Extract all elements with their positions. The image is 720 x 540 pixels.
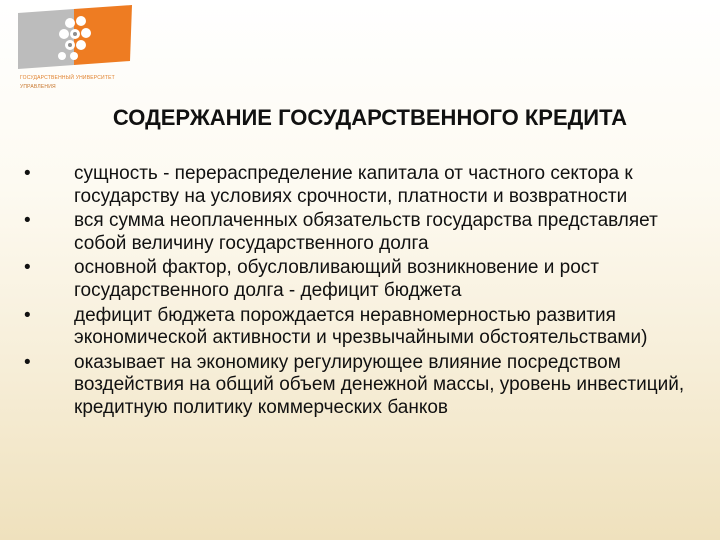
bullet-item: [24, 163, 704, 208]
bullet-icon: •: [24, 210, 31, 232]
bullet-item: [24, 305, 704, 350]
university-logo-icon: [18, 5, 138, 73]
slide-title: СОДЕРЖАНИЕ ГОСУДАРСТВЕННОГО КРЕДИТА: [112, 105, 628, 130]
bullet-icon: •: [24, 351, 31, 373]
bullet-text: основной фактор, обусловливающий возникновение и рост государственного долга - дефицит бюджета: [74, 257, 600, 301]
bullet-text: сущность - перераспределение капитала от частного сектора к государству на условиях срочности, платности и возвратности: [74, 163, 633, 207]
bullet-item: [24, 352, 704, 420]
university-logo: [18, 5, 138, 100]
bullet-text: вся сумма неоплаченных обязательств государства представляет собой величину государственного долга: [74, 210, 658, 254]
bullet-text: оказывает на экономику регулирующее влияние посредством воздействия на общий объем денежной массы, уровень инвестиций, кредитную политику коммерческих банков: [74, 351, 685, 418]
logo-text-line-2: УПРАВЛЕНИЯ: [20, 84, 56, 90]
bullet-icon: •: [24, 257, 31, 279]
bullet-text: дефицит бюджета порождается неравномерностью развития экономической активности и чрезвычайными обстоятельствами): [74, 304, 648, 349]
bullet-item: [24, 257, 704, 302]
bullet-icon: •: [24, 304, 31, 326]
bullet-icon: •: [24, 163, 31, 184]
logo-text-line-1: ГОСУДАРСТВЕННЫЙ УНИВЕРСИТЕТ: [20, 75, 115, 81]
bullet-item: [24, 210, 704, 255]
bullet-list: [24, 163, 704, 422]
